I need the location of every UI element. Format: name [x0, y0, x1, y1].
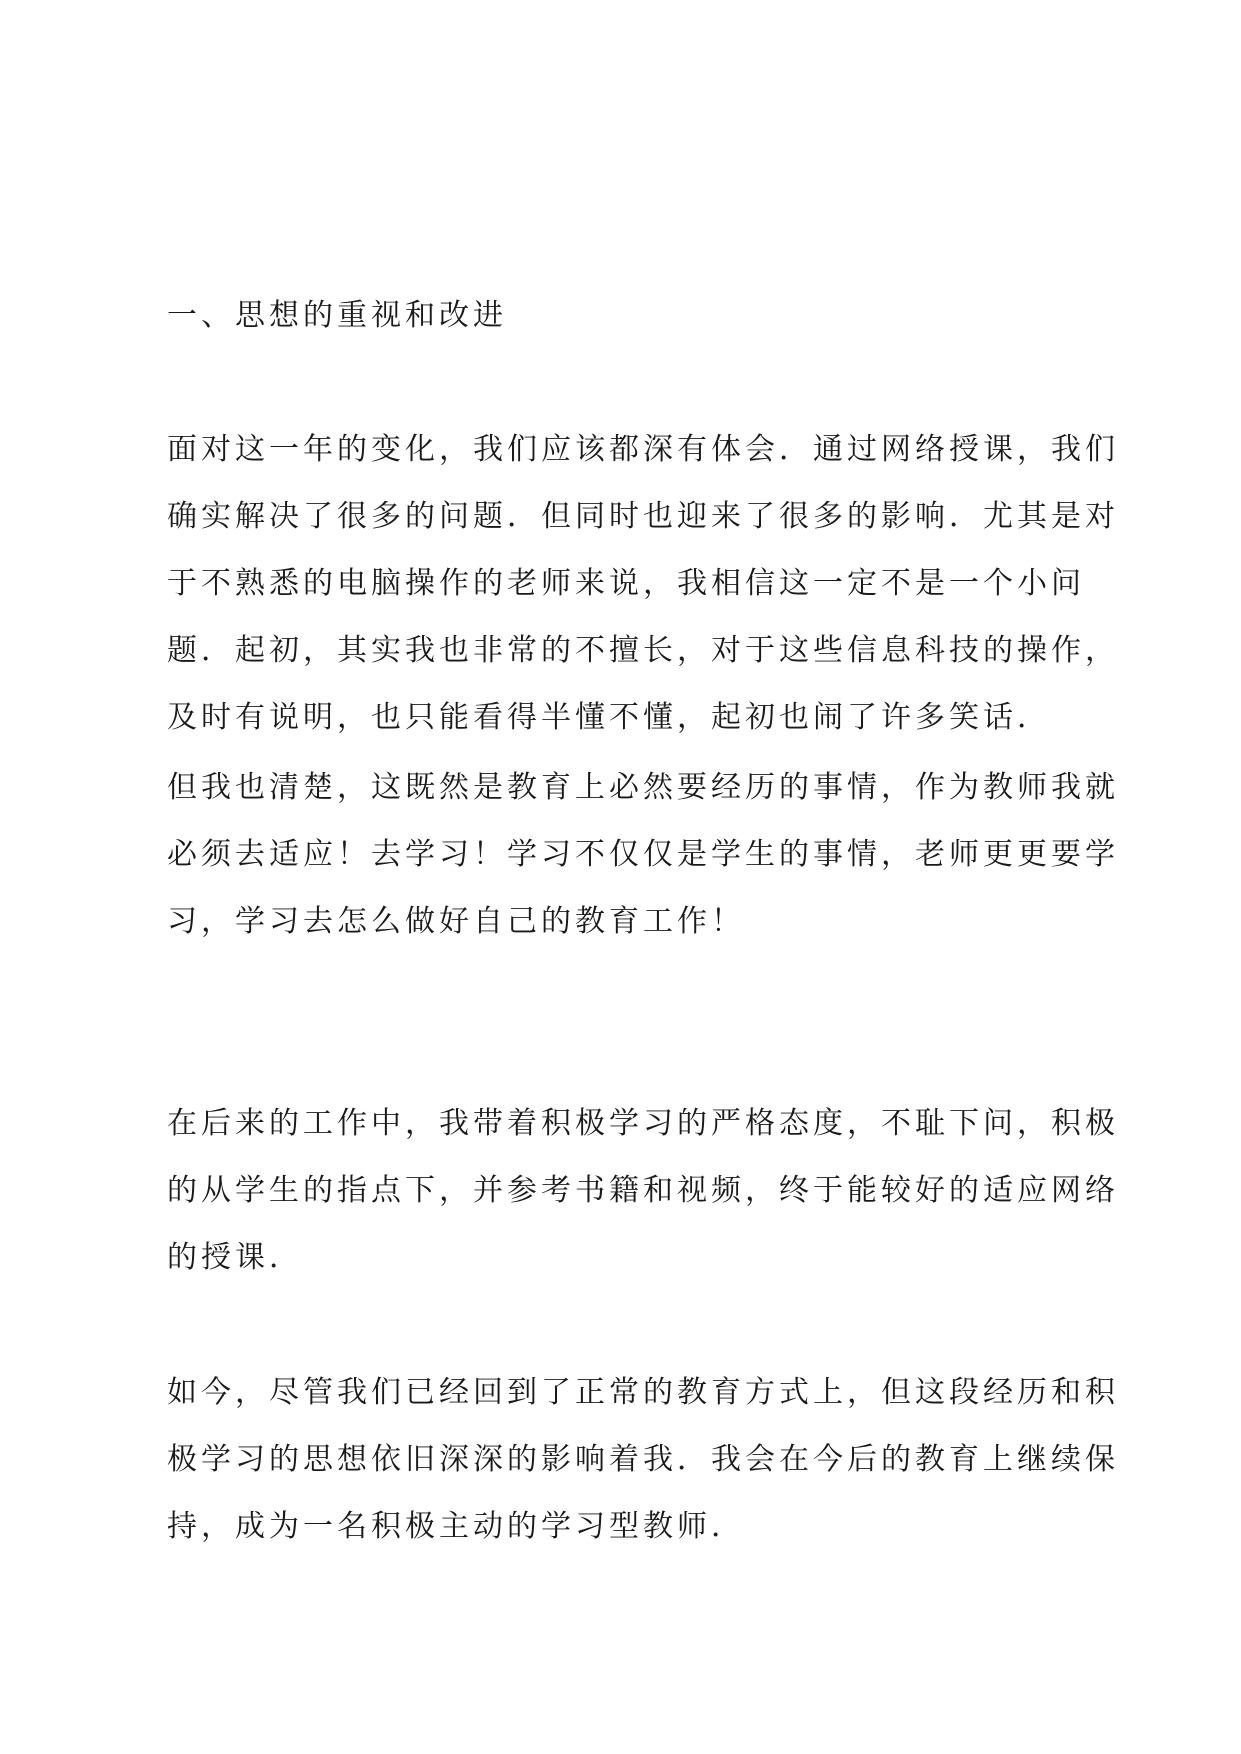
paragraph-line: 的授课．	[167, 1240, 303, 1275]
document-page	[167, 0, 1119, 1754]
paragraph	[167, 1090, 1119, 1291]
paragraph	[167, 416, 1119, 751]
paragraph-line: 及时有说明，也只能看得半懂不懂，起初也闹了许多笑话．	[167, 700, 1051, 735]
paragraph-line: 于不熟悉的电脑操作的老师来说，我相信这一定不是一个小问	[167, 566, 1085, 601]
paragraph-line: 习，学习去怎么做好自己的教育工作！	[167, 904, 745, 939]
paragraph-line: 持，成为一名积极主动的学习型教师．	[167, 1509, 745, 1544]
paragraph-line: 题．起初，其实我也非常的不擅长，对于这些信息科技的操作，	[167, 633, 1119, 668]
paragraph	[167, 754, 1119, 955]
paragraph-line: 极学习的思想依旧深深的影响着我．我会在今后的教育上继续保	[167, 1442, 1119, 1477]
paragraph-line: 确实解决了很多的问题．但同时也迎来了很多的影响．尤其是对	[167, 499, 1119, 534]
paragraph-line: 面对这一年的变化，我们应该都深有体会．通过网络授课，我们	[167, 432, 1119, 467]
paragraph-line: 在后来的工作中，我带着积极学习的严格态度，不耻下问，积极	[167, 1106, 1119, 1141]
paragraph	[167, 1359, 1119, 1560]
paragraph-line: 但我也清楚，这既然是教育上必然要经历的事情，作为教师我就	[167, 770, 1119, 805]
paragraph-line: 如今，尽管我们已经回到了正常的教育方式上，但这段经历和积	[167, 1375, 1119, 1410]
section-heading: 一、思想的重视和改进	[167, 298, 507, 333]
paragraph-line: 的从学生的指点下，并参考书籍和视频，终于能较好的适应网络	[167, 1173, 1119, 1208]
paragraph-line: 必须去适应！去学习！学习不仅仅是学生的事情，老师更更要学	[167, 837, 1119, 872]
